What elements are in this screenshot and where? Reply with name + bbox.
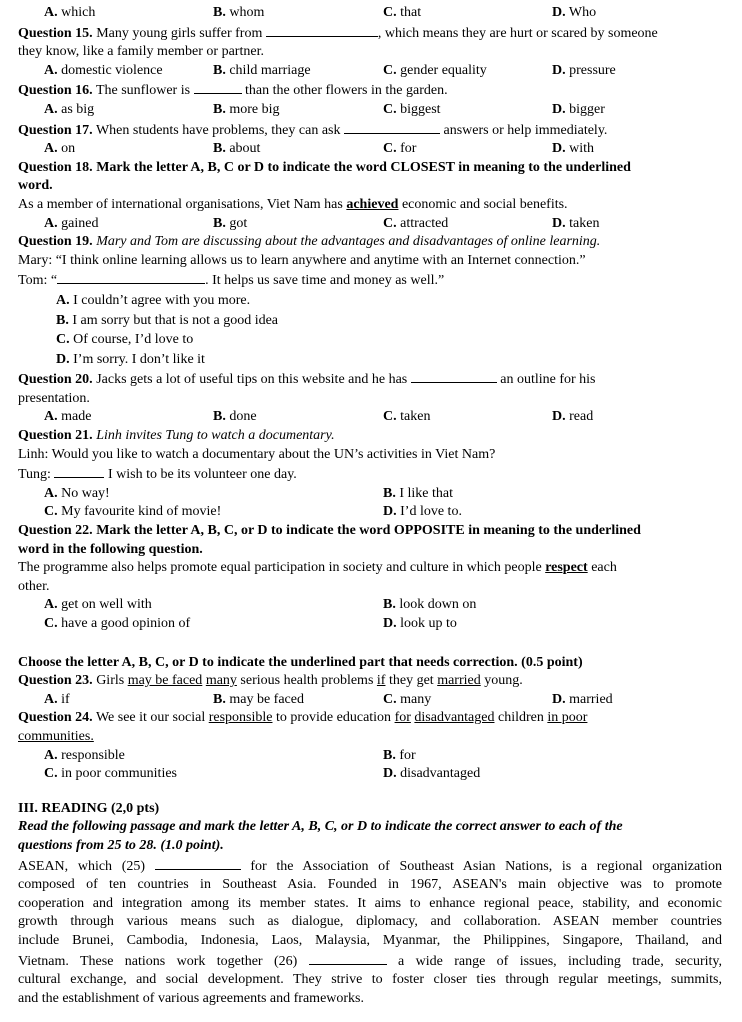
q19-mary-line: Mary: “I think online learning allows us to learn anywhere and anytime with an Internet connection.” [18, 252, 586, 268]
q21-option-d[interactable]: D. I’d love to. [383, 504, 462, 520]
q18-instruction-cont: word. [18, 178, 53, 194]
q18-underlined-word: achieved [346, 196, 399, 212]
q16-options [18, 101, 722, 120]
q15-option-b[interactable]: B. child marriage [213, 62, 311, 78]
q24-options-row1 [18, 747, 722, 766]
q23-underlined-3: if [376, 673, 386, 689]
spacer [18, 634, 722, 654]
q16-option-c[interactable]: C. biggest [383, 101, 441, 117]
q17-option-b[interactable]: B. about [213, 141, 261, 157]
q23-options [18, 691, 722, 710]
passage-line: ASEAN, which (25) for the Association of Southeast Asian Nations, is a regional organization [18, 856, 722, 877]
q22-instruction: Question 22. Mark the letter A, B, C, or D to indicate the word OPPOSITE in meaning to the underlined [18, 523, 641, 539]
q15-options [18, 62, 722, 81]
q19-option-a[interactable]: A. I couldn’t agree with you more. [56, 292, 251, 308]
q23-option-c[interactable]: C. many [383, 691, 432, 707]
passage-line: composed of ten countries in Southeast Asia. Founded in 1967, ASEAN's main objective was to promote [18, 877, 722, 893]
q20-stem: Question 20. Jacks gets a lot of useful tips on this website and he has an outline for his [18, 369, 722, 390]
q15-option-a[interactable]: A. domestic violence [44, 62, 163, 78]
q17-options [18, 140, 722, 159]
spacer [18, 784, 722, 800]
q20-options [18, 408, 722, 427]
q21-option-b[interactable]: B. I like that [383, 485, 453, 501]
q19-blank [57, 270, 205, 284]
q18-option-c[interactable]: C. attracted [383, 215, 449, 231]
q16-option-a[interactable]: A. as big [44, 101, 95, 117]
passage-line: growth through various means such as dialogue, diplomacy, and collaboration. ASEAN member countries [18, 914, 722, 930]
q20-blank [411, 369, 497, 383]
q24-underlined-4a: in poor [547, 710, 588, 726]
correction-heading: Choose the letter A, B, C, or D to indicate the underlined part that needs correction. (0.5 point) [18, 654, 583, 670]
q17-blank [344, 120, 440, 134]
q24-option-b[interactable]: B. for [383, 747, 416, 763]
q21-options-row1 [18, 485, 722, 504]
q19-option-c[interactable]: C. Of course, I’d love to [56, 332, 194, 348]
q21-context: Question 21. Linh invites Tung to watch a documentary. [18, 428, 335, 444]
q23-stem: Question 23. Girls may be faced many serious health problems if they get married young. [18, 673, 523, 689]
passage-line: include Brunei, Cambodia, Indonesia, Laos, Malaysia, Myanmar, the Philippines, Singapore, Thailand, and [18, 932, 722, 948]
q22-option-b[interactable]: B. look down on [383, 597, 477, 613]
q22-sentence-cont: other. [18, 578, 50, 594]
passage-line: cultural exchange, and social development. They strive to foster closer ties through regular meetings, summits, [18, 972, 722, 988]
q24-underlined-2: for [394, 710, 411, 726]
passage-line: and the establishment of various agreements and frameworks. [18, 990, 365, 1006]
q22-sentence: The programme also helps promote equal participation in society and culture in which people respect each [18, 560, 617, 576]
q23-option-d[interactable]: D. married [552, 691, 613, 707]
q22-option-d[interactable]: D. look up to [383, 616, 457, 631]
q20-option-a[interactable]: A. made [44, 409, 92, 425]
q21-option-c[interactable]: C. My favourite kind of movie! [44, 504, 222, 520]
reading-heading: III. READING (2,0 pts) [18, 800, 160, 816]
q21-linh-line: Linh: Would you like to watch a documentary about the UN’s activities in Viet Nam? [18, 446, 496, 462]
q17-stem: Question 17. When students have problems, they can ask answers or help immediately. [18, 120, 722, 141]
q24-stem: Question 24. We see it our social responsible to provide education for disadvantaged children in poor [18, 710, 588, 726]
q15-option-d[interactable]: D. pressure [552, 62, 616, 78]
q24-underlined-3: disadvantaged [414, 710, 495, 726]
q18-sentence: As a member of international organisations, Viet Nam has achieved economic and social benefits. [18, 196, 568, 212]
q24-underlined-4b: communities. [18, 728, 94, 744]
passage-line: Vietnam. These nations work together (26) a wide range of issues, including trade, security, [18, 951, 722, 972]
q24-option-a[interactable]: A. responsible [44, 747, 125, 763]
q16-blank [194, 80, 242, 94]
reading-passage [18, 856, 722, 1009]
q14-option-a[interactable]: A. which [44, 5, 96, 20]
q24-option-d[interactable]: D. disadvantaged [383, 766, 481, 782]
q14-option-c[interactable]: C. that [383, 5, 422, 20]
q14-options [18, 4, 722, 23]
q20-option-c[interactable]: C. taken [383, 409, 431, 425]
q16-stem: Question 16. The sunflower is than the other flowers in the garden. [18, 80, 722, 101]
q21-option-a[interactable]: A. No way! [44, 485, 110, 501]
q16-option-d[interactable]: D. bigger [552, 101, 605, 117]
q18-option-d[interactable]: D. taken [552, 215, 600, 231]
q15-stem: Question 15. Many young girls suffer from , which means they are hurt or scared by someone [18, 23, 722, 44]
q14-option-b[interactable]: B. whom [213, 5, 265, 20]
reading-instruction-cont: questions from 25 to 28. (1.0 point). [18, 837, 224, 853]
q17-option-c[interactable]: C. for [383, 141, 417, 157]
q14-option-d[interactable]: D. Who [552, 5, 597, 20]
q15-blank [266, 23, 378, 37]
q15-stem-cont: they know, like a family member or partner. [18, 44, 264, 60]
q18-instruction: Question 18. Mark the letter A, B, C or D to indicate the word CLOSEST in meaning to the underlined [18, 159, 631, 175]
q22-underlined-word: respect [545, 560, 588, 576]
blank-25 [155, 856, 241, 870]
q22-option-c[interactable]: C. have a good opinion of [44, 616, 191, 631]
q20-option-d[interactable]: D. read [552, 409, 594, 425]
q17-option-a[interactable]: A. on [44, 141, 76, 157]
q24-stem-cont [18, 728, 722, 747]
q24-option-c[interactable]: C. in poor communities [44, 766, 178, 782]
q19-option-b[interactable]: B. I am sorry but that is not a good idea [56, 312, 279, 328]
q21-options-row2 [18, 503, 722, 522]
q18-option-a[interactable]: A. gained [44, 215, 99, 231]
q23-underlined-4: married [437, 673, 481, 689]
blank-26 [309, 951, 387, 965]
q18-option-b[interactable]: B. got [213, 215, 248, 231]
q22-options-row1 [18, 596, 722, 615]
q23-option-a[interactable]: A. if [44, 691, 70, 707]
q19-option-d[interactable]: D. I’m sorry. I don’t like it [56, 351, 205, 367]
q24-underlined-1: responsible [208, 710, 273, 726]
q19-context: Question 19. Mary and Tom are discussing about the advantages and disadvantages of online learning. [18, 234, 601, 250]
q21-tung-line: Tung: I wish to be its volunteer one day. [18, 464, 722, 485]
q22-options-row2 [18, 615, 722, 634]
q22-option-a[interactable]: A. get on well with [44, 597, 152, 613]
passage-line: cooperation and integration among its member states. It aims to enhance regional peace, stability, and economic [18, 895, 722, 911]
q20-stem-cont: presentation. [18, 390, 90, 406]
q18-options [18, 215, 722, 234]
q15-option-c[interactable]: C. gender equality [383, 62, 487, 78]
q23-underlined-1: may be faced [127, 673, 203, 689]
q16-option-b[interactable]: B. more big [213, 101, 280, 117]
q23-underlined-2: many [205, 673, 237, 689]
q23-option-b[interactable]: B. may be faced [213, 691, 304, 707]
q20-option-b[interactable]: B. done [213, 409, 257, 425]
q24-options-row2 [18, 765, 722, 784]
reading-instruction: Read the following passage and mark the letter A, B, C, or D to indicate the correct answer to each of the [18, 819, 623, 835]
q17-option-d[interactable]: D. with [552, 141, 595, 157]
q22-instruction-cont: word in the following question. [18, 541, 203, 557]
q21-blank [54, 464, 104, 478]
q19-tom-line: Tom: “ . It helps us save time and money as well.” [18, 270, 722, 291]
